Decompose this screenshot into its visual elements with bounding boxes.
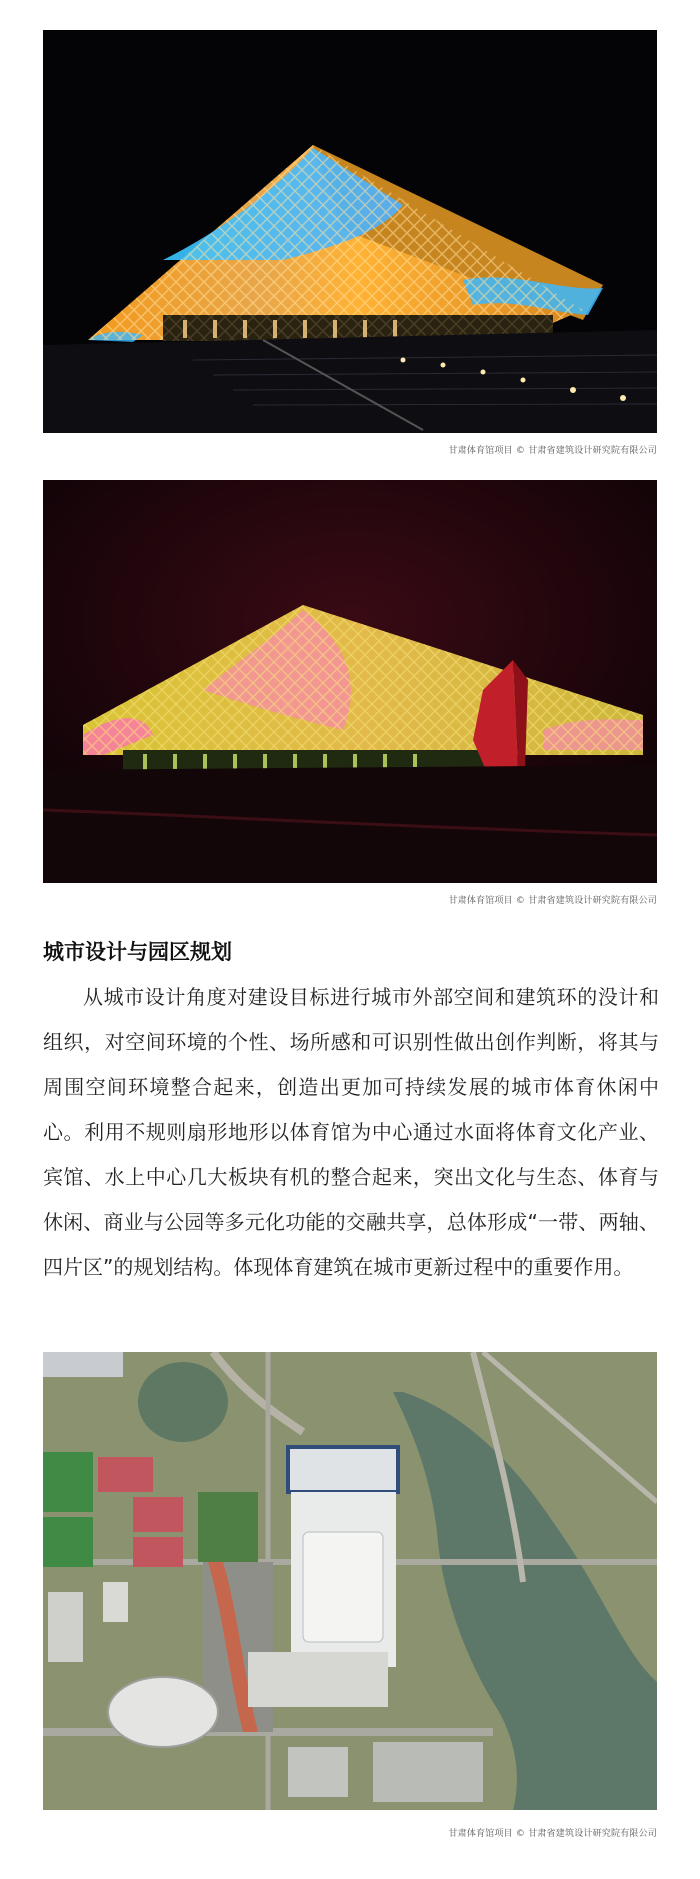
photo-caption: 甘肃体育馆项目 © 甘肃省建筑设计研究院有限公司 <box>448 1829 657 1839</box>
photo-aerial-site-plan <box>43 1352 657 1810</box>
photo-caption: 甘肃体育馆项目 © 甘肃省建筑设计研究院有限公司 <box>448 896 657 906</box>
photo-night-view-blue <box>43 30 657 433</box>
photo-caption: 甘肃体育馆项目 © 甘肃省建筑设计研究院有限公司 <box>448 446 657 456</box>
section-title: 城市设计与园区规划 <box>43 940 232 964</box>
photo-night-view-pink <box>43 480 657 883</box>
section-paragraph: 从城市设计角度对建设目标进行城市外部空间和建筑环的没计和组织，对空间环境的个性、场所感和可识别性做出创作判断，将其与周围空间环境整合起来，创造出更加可持续发展的城市体育休闲中心。利用不规则扇形地形以体育馆为中心通过水面将体育文化产业、宾馆、水上中心几大板块有机的整合起来，突出文化与生态、体育与休闲、商业与公园等多元化功能的交融共享，总体形成“一带、两轴、四片区”的规划结构。体现体育建筑在城市更新过程中的重要作用。 <box>43 985 659 1279</box>
